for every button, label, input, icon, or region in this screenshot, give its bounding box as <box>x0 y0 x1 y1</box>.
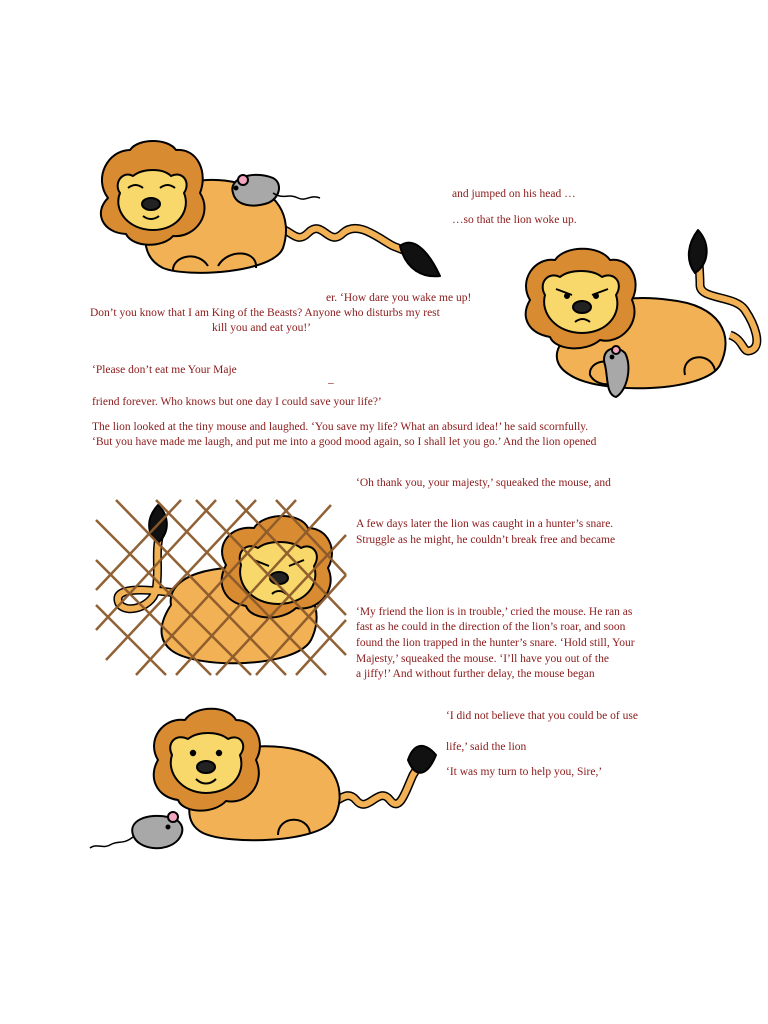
text-line-19: ‘I did not believe that you could be of use <box>446 710 638 722</box>
text-line-17: Majesty,’ squeaked the mouse. ‘I’ll have you out of the <box>356 653 609 665</box>
text-line-14: ‘My friend the lion is in trouble,’ cried the mouse. He ran as <box>356 606 633 618</box>
text-line-4: Don’t you know that I am King of the Beasts? Anyone who disturbs my rest <box>90 307 440 319</box>
angry-lion-illustration <box>520 225 768 410</box>
text-line-1: and jumped on his head … <box>452 188 576 200</box>
text-line-18: a jiffy!’ And without further delay, the mouse began <box>356 668 595 680</box>
text-line-3: er. ‘How dare you wake me up! <box>326 292 472 304</box>
text-line-6: ‘Please don’t eat me Your Maje <box>92 364 237 376</box>
text-line-7: – <box>328 377 334 389</box>
text-line-12: A few days later the lion was caught in a hunter’s snare. <box>356 518 614 530</box>
text-line-5: kill you and eat you!’ <box>212 322 312 334</box>
text-line-11: ‘Oh thank you, your majesty,’ squeaked the mouse, and <box>356 477 611 489</box>
text-line-15: fast as he could in the direction of the lion’s roar, and soon <box>356 621 626 633</box>
trapped-lion-illustration <box>96 500 346 675</box>
text-line-10: ‘But you have made me laugh, and put me into a good mood again, so I shall let you go.’ And the lion opened <box>92 436 597 448</box>
text-line-2: …so that the lion woke up. <box>452 214 577 226</box>
text-line-13: Struggle as he might, he couldn’t break free and became <box>356 534 616 546</box>
happy-lion-illustration <box>88 705 448 855</box>
text-line-8: friend forever. Who knows but one day I could save your life?’ <box>92 396 382 408</box>
text-line-20: life,’ said the lion <box>446 741 527 753</box>
sleeping-lion-illustration <box>88 138 448 283</box>
text-line-9: The lion looked at the tiny mouse and laughed. ‘You save my life? What an absurd idea!’ he said scornfully. <box>92 421 589 433</box>
text-line-21: ‘It was my turn to help you, Sire,’ <box>446 766 603 778</box>
text-line-16: found the lion trapped in the hunter’s snare. ‘Hold still, Your <box>356 637 635 649</box>
